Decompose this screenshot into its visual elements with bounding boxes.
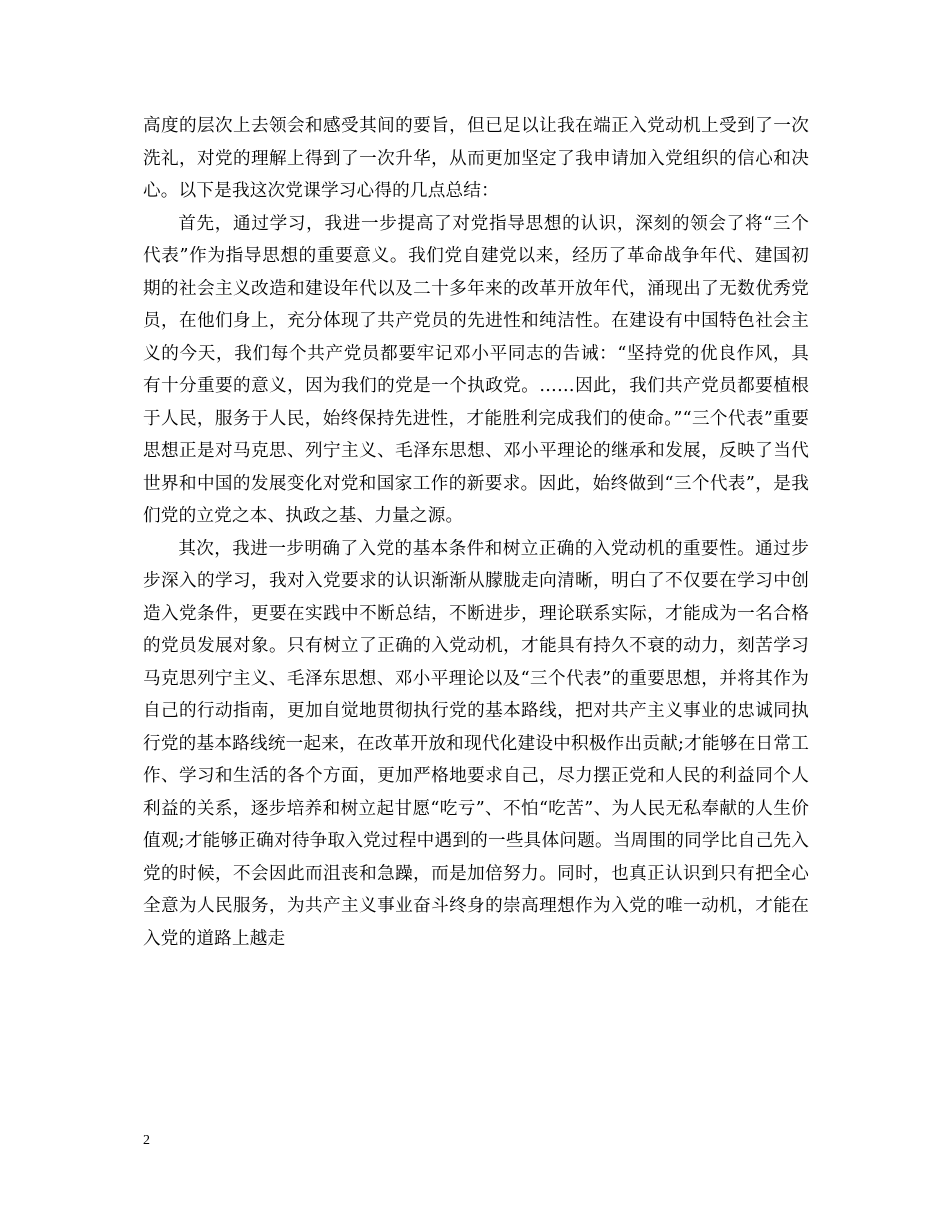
paragraph-2: 首先，通过学习，我进一步提高了对党指导思想的认识，深刻的领会了将“三个代表”作为指导思想的重要意义。我们党自建党以来，经历了革命战争年代、建国初期的社会主义改造和建设年代以及二十多年来的改革开放年代，涌现出了无数优秀党员，在他们身上，充分体现了共产党员的先进性和纯洁性。在建设有中国特色社会主义的今天，我们每个共产党员都要牢记邓小平同志的告诫：“坚持党的优良作风，具有十分重要的意义，因为我们的党是一个执政党。……因此，我们共产党员都要植根于人民，服务于人民，始终保持先进性，才能胜利完成我们的使命。”“三个代表”重要思想正是对马克思、列宁主义、毛泽东思想、邓小平理论的继承和发展，反映了当代世界和中国的发展变化对党和国家工作的新要求。因此，始终做到“三个代表”，是我们党的立党之本、执政之基、力量之源。 bbox=[143, 213, 809, 526]
document-body bbox=[143, 110, 809, 955]
paragraph-1: 高度的层次上去领会和感受其间的要旨，但已足以让我在端正入党动机上受到了一次洗礼，对党的理解上得到了一次升华，从而更加坚定了我申请加入党组织的信心和决心。以下是我这次党课学习心得的几点总结： bbox=[143, 116, 809, 201]
page-number: 2 bbox=[143, 1133, 150, 1148]
paragraph-3: 其次，我进一步明确了入党的基本条件和树立正确的入党动机的重要性。通过步步深入的学习，我对入党要求的认识渐渐从朦胧走向清晰，明白了不仅要在学习中创造入党条件，更要在实践中不断总结，不断进步，理论联系实际，才能成为一名合格的党员发展对象。只有树立了正确的入党动机，才能具有持久不衰的动力，刻苦学习马克思列宁主义、毛泽东思想、邓小平理论以及“三个代表”的重要思想，并将其作为自己的行动指南，更加自觉地贯彻执行党的基本路线，把对共产主义事业的忠诚同执行党的基本路线统一起来，在改革开放和现代化建设中积极作出贡献;才能够在日常工作、学习和生活的各个方面，更加严格地要求自己，尽力摆正党和人民的利益同个人利益的关系，逐步培养和树立起甘愿“吃亏”、不怕“吃苦”、为人民无私奉献的人生价值观;才能够正确对待争取入党过程中遇到的一些具体问题。当周围的同学比自己先入党的时候，不会因此而沮丧和急躁，而是加倍努力。同时，也真正认识到只有把全心全意为人民服务，为共产主义事业奋斗终身的崇高理想作为入党的唯一动机，才能在入党的道路上越走 bbox=[143, 538, 809, 949]
